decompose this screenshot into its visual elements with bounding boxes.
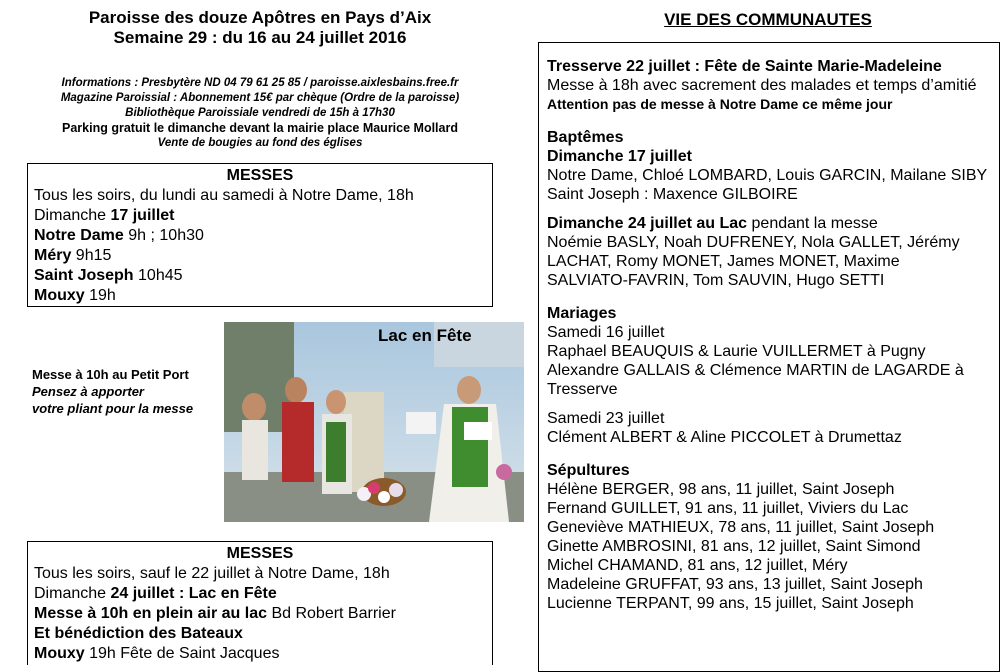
baptemes-line: SALVIATO-FAVRIN, Tom SAUVIN, Hugo SETTI bbox=[547, 272, 885, 289]
tresserve-line: Messe à 18h avec sacrement des malades et temps d’amitié bbox=[547, 77, 977, 94]
messes-line: Mouxy 19h Fête de Saint Jacques bbox=[34, 645, 280, 662]
messes-line: Saint Joseph 10h45 bbox=[34, 267, 183, 284]
lac-en-fete-notice bbox=[32, 366, 222, 417]
sepulture-item: Geneviève MATHIEUX, 78 ans, 11 juillet, Saint Joseph bbox=[547, 519, 935, 536]
lac-en-fete-photo bbox=[224, 322, 524, 522]
info-line-bibliotheque: Bibliothèque Paroissiale vendredi de 15h à 17h30 bbox=[125, 107, 395, 119]
vie-des-communautes-title: VIE DES COMMUNAUTES bbox=[664, 10, 872, 29]
baptemes-line: Saint Joseph : Maxence GILBOIRE bbox=[547, 186, 798, 203]
sepulture-item: Madeleine GRUFFAT, 93 ans, 13 juillet, Saint Joseph bbox=[547, 576, 923, 593]
baptemes-line: LACHAT, Romy MONET, James MONET, Maxime bbox=[547, 253, 900, 270]
sepulture-item: Lucienne TERPANT, 99 ans, 15 juillet, Saint Joseph bbox=[547, 595, 914, 612]
info-line-bougies: Vente de bougies au fond des églises bbox=[157, 137, 363, 149]
mariages-heading: Mariages bbox=[547, 305, 617, 322]
page-header bbox=[10, 8, 510, 48]
week-title: Semaine 29 : du 16 au 24 juillet 2016 bbox=[113, 28, 407, 47]
mariages-line: Raphael BEAUQUIS & Laurie VUILLERMET à Pugny bbox=[547, 343, 926, 360]
info-block bbox=[10, 76, 510, 151]
baptemes-line: Notre Dame, Chloé LOMBARD, Louis GARCIN, Mailane SIBY bbox=[547, 167, 988, 184]
tresserve-title: Tresserve 22 juillet : Fête de Sainte Marie-Madeleine bbox=[547, 58, 942, 75]
info-line-magazine: Magazine Paroissial : Abonnement 15€ par chèque (Ordre de la paroisse) bbox=[60, 92, 460, 104]
sepultures-heading: Sépultures bbox=[547, 462, 630, 479]
baptemes-date: Dimanche 17 juillet bbox=[547, 148, 692, 165]
lac-line: Pensez à apporter bbox=[32, 384, 144, 399]
lac-line: votre pliant pour la messe bbox=[32, 401, 194, 416]
messes-box-week2 bbox=[27, 541, 493, 665]
messes-line: Tous les soirs, du lundi au samedi à Notre Dame, 18h bbox=[34, 187, 414, 204]
mariages-line: Alexandre GALLAIS & Clémence MARTIN de LAGARDE à bbox=[547, 362, 964, 379]
messes-line: Dimanche 24 juillet : Lac en Fête bbox=[34, 585, 277, 602]
sepultures-list bbox=[547, 480, 991, 613]
sepulture-item: Ginette AMBROSINI, 81 ans, 12 juillet, Saint Simond bbox=[547, 538, 921, 555]
messes-title: MESSES bbox=[226, 167, 294, 184]
info-line-presbytere: Informations : Presbytère ND 04 79 61 25 85 / paroisse.aixlesbains.free.fr bbox=[61, 77, 459, 89]
sepulture-item: Hélène BERGER, 98 ans, 11 juillet, Saint Joseph bbox=[547, 481, 895, 498]
mariages-date: Samedi 23 juillet bbox=[547, 410, 665, 427]
baptemes-date: Dimanche 24 juillet au Lac pendant la messe bbox=[547, 215, 878, 232]
messes-line: Mouxy 19h bbox=[34, 287, 116, 304]
messes-line: Tous les soirs, sauf le 22 juillet à Notre Dame, 18h bbox=[34, 565, 390, 582]
messes-line: Notre Dame 9h ; 10h30 bbox=[34, 227, 204, 244]
sepulture-item: Michel CHAMAND, 81 ans, 12 juillet, Méry bbox=[547, 557, 848, 574]
messes-line: Et bénédiction des Bateaux bbox=[34, 625, 243, 642]
sepulture-item: Fernand GUILLET, 91 ans, 11 juillet, Viviers du Lac bbox=[547, 500, 909, 517]
info-line-parking: Parking gratuit le dimanche devant la mairie place Maurice Mollard bbox=[62, 121, 458, 135]
parish-title: Paroisse des douze Apôtres en Pays d’Aix bbox=[88, 8, 432, 27]
baptemes-heading: Baptêmes bbox=[547, 129, 624, 146]
mariages-line: Tresserve bbox=[547, 381, 618, 398]
mariages-date: Samedi 16 juillet bbox=[547, 324, 665, 341]
photo-title: Lac en Fête bbox=[378, 326, 472, 345]
messes-title: MESSES bbox=[226, 545, 294, 562]
mariages-line: Clément ALBERT & Aline PICCOLET à Drumettaz bbox=[547, 429, 902, 446]
baptemes-line: Noémie BASLY, Noah DUFRENEY, Nola GALLET, Jérémy bbox=[547, 234, 960, 251]
lac-line: Messe à 10h au Petit Port bbox=[32, 367, 189, 382]
messes-line: Dimanche 17 juillet bbox=[34, 207, 175, 224]
messes-box-week1 bbox=[27, 163, 493, 307]
messes-line: Méry 9h15 bbox=[34, 247, 112, 264]
messes-line: Messe à 10h en plein air au lac Bd Robert Barrier bbox=[34, 605, 396, 622]
vie-des-communautes-box bbox=[538, 42, 1000, 672]
tresserve-warning: Attention pas de messe à Notre Dame ce même jour bbox=[547, 96, 893, 112]
